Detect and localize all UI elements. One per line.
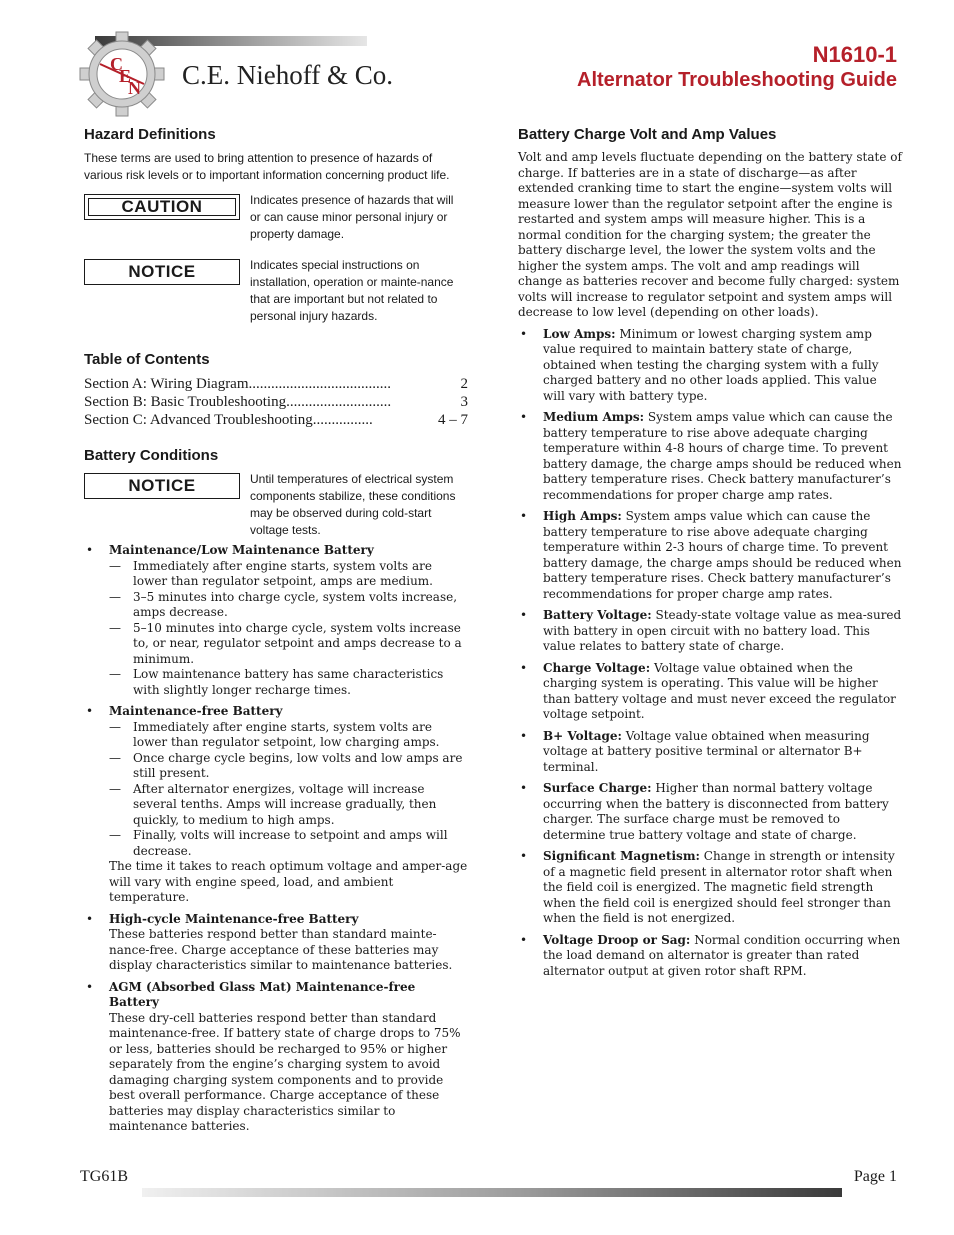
list-item: • High Amps: System amps value which can cause the battery temperature to rise above adequate charging temperature within 2-3 hours of charge time. To prevent battery damage, the charge amps should be reduced when battery temperature rises. Check battery manufacturer’s recommendations for proper charge amp rates.: [518, 509, 902, 602]
list-item: • Maintenance/Low Maintenance Battery — Immediately after engine starts, system volts are lower than regulator setpoint, amps are medium. — 3–5 minutes into charge cycle, system volts increase, amps decrease. — 5–10 minutes into charge cycle, system volts increase to, or near, regulator setpoint and amps decrease to a minimum. — Low maintenance battery has same characteristics with slightly longer recharge times.: [84, 543, 468, 698]
notice-description: Indicates special instructions on installation, operation or mainte-nance that are important but not related to personal injury hazards.: [250, 258, 454, 323]
battery-notice-description: Until temperatures of electrical system components stabilize, these conditions may be observed during cold-start voltage tests.: [250, 472, 456, 537]
charge-values-intro: Volt and amp levels fluctuate depending on the battery state of charge. If batteries are in a state of discharge—as after extended cranking time to start the engine—system volts will measure lower than the regulator setpoint after the engine is restarted and system amps will measure higher. This is a normal condition for the charging system; the greater the battery discharge level, the lower the system volts and the higher the system amps. The volt and amp readings will change as batteries recover and become fully charged: system volts will increase to regulator setpoint and system amps will decrease to low level (depending on other loads).: [518, 150, 902, 319]
page-footer: [0, 1160, 954, 1220]
battery-conditions-heading: Battery Conditions: [84, 447, 219, 464]
list-item: • Maintenance-free Battery — Immediately after engine starts, system volts are lower than regulator setpoint, low charging amps. — Once charge cycle begins, low volts and low amps are still present. — After alternator energizes, voltage will increase several tenths. Amps will increase gradually, then quickly, to medium to high amps. — Finally, volts will increase to setpoint and amps will decrease. The time it takes to reach optimum voltage and amper-age will vary with engine speed, load, and ambient temperature.: [84, 704, 468, 906]
document-number: N1610-1: [812, 42, 897, 67]
caution-definition: [84, 192, 468, 243]
list-item: • Medium Amps: System amps value which can cause the battery temperature to rise above adequate charging temperature within 4-8 hours of charge time. To prevent battery damage, the charge amps should be reduced when battery temperature rises. Check battery manufacturer’s recommendations for proper charge amp rates.: [518, 410, 902, 503]
company-name: C.E. Niehoff & Co.: [182, 60, 393, 90]
list-item: — Immediately after engine starts, system volts are lower than regulator setpoint, amps are medium.: [109, 559, 468, 590]
caution-box: [84, 194, 240, 220]
battery-conditions-list: [84, 543, 468, 1135]
list-item: • AGM (Absorbed Glass Mat) Maintenance-free Battery These dry-cell batteries respond better than standard maintenance-free. If battery state of charge drops to 75% or less, batteries should be recharged to 95% or higher separately from the engine’s charging system to avoid damaging charging system components and to provide best overall performance. Charge acceptance of these batteries may display characteristics similar to maintenance batteries.: [84, 980, 468, 1135]
list-item: • High-cycle Maintenance-free Battery These batteries respond better than standard mainte-nance-free. Charge acceptance of these batteries may display characteristics similar to maintenance batteries.: [84, 912, 468, 974]
list-item: • Battery Voltage: Steady-state voltage value as mea-sured with battery in open circuit with no battery load. This value relates to battery state of charge.: [518, 608, 902, 655]
list-item: — After alternator energizes, voltage will increase several tenths. Amps will increase gradually, then quickly, to medium to high amps.: [109, 782, 468, 829]
list-item: • Voltage Droop or Sag: Normal condition occurring when the load demand on alternator is greater than rated alternator output at given rotor shaft RPM.: [518, 933, 902, 980]
hazard-intro: These terms are used to bring attention to presence of hazards of various risk levels or to important information concerning product life.: [84, 151, 450, 182]
footer-gradient-bar: [142, 1188, 842, 1197]
caution-description: Indicates presence of hazards that will or can cause minor personal injury or property damage.: [250, 193, 454, 241]
battery-notice-box: [84, 473, 240, 499]
battery-notice-label: NOTICE: [128, 476, 196, 495]
list-item: — 5–10 minutes into charge cycle, system volts increase to, or near, regulator setpoint and amps decrease to a minimum.: [109, 621, 468, 668]
list-item: • Surface Charge: Higher than normal battery voltage occurring when the battery is disconnected from battery charger. The surface charge must be removed to determine true battery voltage and state of charge.: [518, 781, 902, 843]
document-code: TG61B: [80, 1168, 128, 1185]
gear-logo-icon: [78, 30, 174, 118]
page-number: Page 1: [853, 1168, 897, 1185]
toc-entry[interactable]: Section B: Basic Troubleshooting ............................ 3: [84, 394, 468, 410]
list-item: • Significant Magnetism: Change in strength or intensity of a magnetic field present in alternator rotor shaft when the field coil is energized. The magnetic field strength when the field coil is energized should feel stronger than when the field is not energized.: [518, 849, 902, 927]
charge-values-heading: Battery Charge Volt and Amp Values: [518, 126, 777, 143]
page-header: [0, 0, 954, 125]
list-item: • Charge Voltage: Voltage value obtained when the charging system is operating. This value will be higher than battery voltage and must never exceed the regulator voltage setpoint.: [518, 661, 902, 723]
list-item: — Low maintenance battery has same characteristics with slightly longer recharge times.: [109, 667, 468, 698]
logo-letter-e: E: [119, 66, 132, 86]
charge-values-list: [518, 327, 902, 980]
notice-box: [84, 259, 240, 285]
logo-letter-n: N: [128, 78, 141, 98]
list-item: — Once charge cycle begins, low volts and low amps are still present.: [109, 751, 468, 782]
notice-label: NOTICE: [128, 262, 196, 281]
right-column: [518, 126, 902, 985]
logo-letter-c: C: [110, 54, 123, 74]
left-column: [84, 126, 468, 1141]
table-of-contents-heading: Table of Contents: [84, 351, 210, 368]
battery-notice: [84, 471, 468, 539]
hazard-definitions-heading: Hazard Definitions: [84, 126, 216, 143]
caution-label: CAUTION: [121, 197, 203, 216]
list-item: — Immediately after engine starts, system volts are lower than regulator setpoint, low charging amps.: [109, 720, 468, 751]
list-item: • B+ Voltage: Voltage value obtained when measuring voltage at battery positive terminal or alternator B+ terminal.: [518, 729, 902, 776]
list-item: — Finally, volts will increase to setpoint and amps will decrease.: [109, 828, 468, 859]
document-title: Alternator Troubleshooting Guide: [577, 69, 897, 91]
list-item: — 3–5 minutes into charge cycle, system volts increase, amps decrease.: [109, 590, 468, 621]
toc-entry[interactable]: Section C: Advanced Troubleshooting ................ 4 – 7: [84, 412, 468, 428]
table-of-contents: [84, 375, 468, 429]
notice-definition: [84, 257, 468, 325]
toc-entry[interactable]: Section A: Wiring Diagram ...................................... 2: [84, 376, 468, 392]
list-item: • Low Amps: Minimum or lowest charging system amp value required to maintain battery state of charge, obtained when testing the charging system with a fully charged battery and no other loads applied. This value will vary with battery type.: [518, 327, 902, 405]
